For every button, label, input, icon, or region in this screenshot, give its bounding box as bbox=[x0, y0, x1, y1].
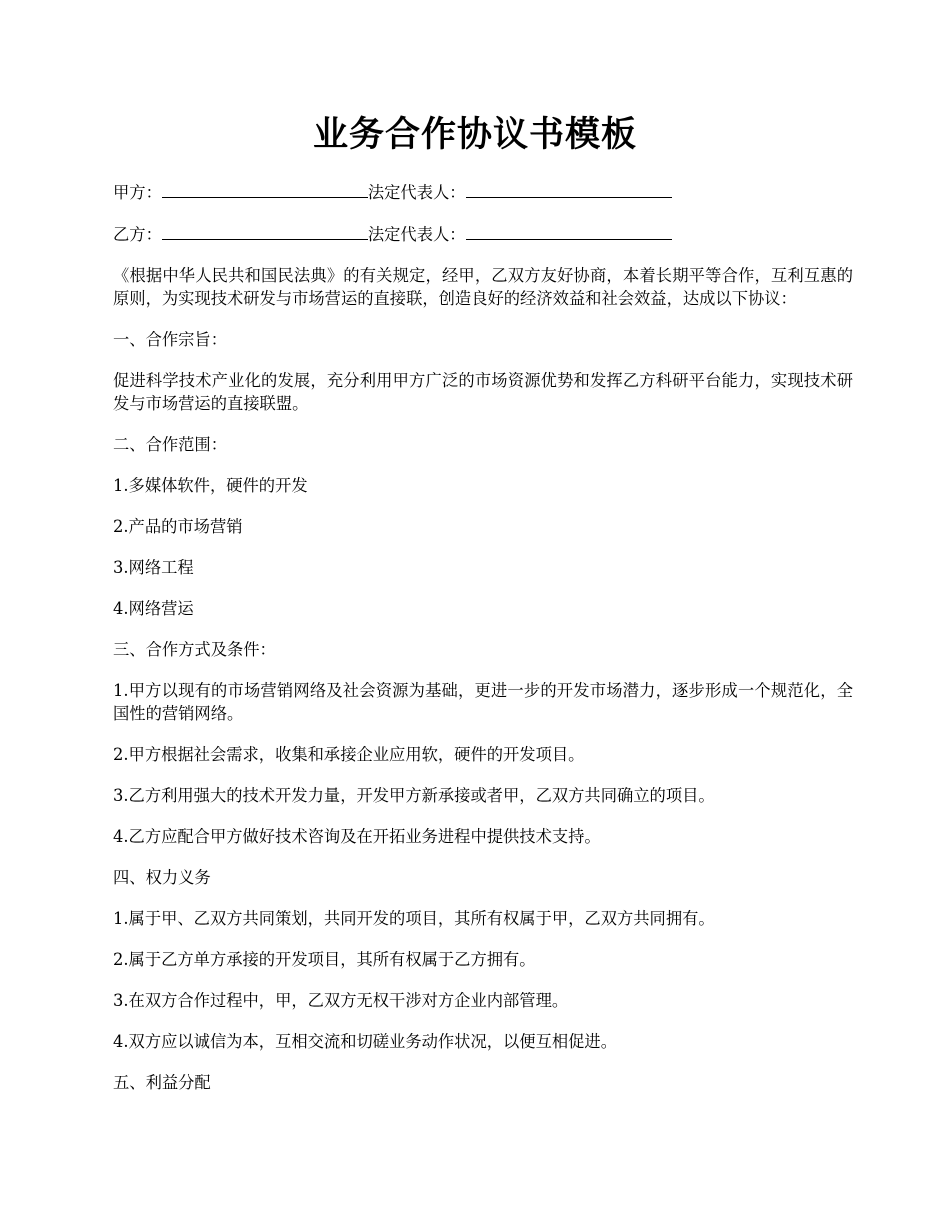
list-item: 4.网络营运 bbox=[113, 599, 194, 618]
list-item: 4.乙方应配合甲方做好技术咨询及在开拓业务进程中提供技术支持。 bbox=[113, 827, 601, 846]
list-item: 1.甲方以现有的市场营销网络及社会资源为基础，更进一步的开发市场潜力，逐步形成一个规范化，全国性的营销网络。 bbox=[113, 681, 853, 723]
party-a-rep-blank bbox=[466, 180, 672, 198]
party-b-label: 乙方： bbox=[113, 225, 162, 244]
party-a-line bbox=[113, 180, 853, 204]
list-item: 3.在双方合作过程中，甲，乙双方无权干涉对方企业内部管理。 bbox=[113, 991, 569, 1010]
document-body bbox=[113, 180, 853, 1112]
list-item: 3.网络工程 bbox=[113, 558, 194, 577]
section-heading: 一、合作宗旨： bbox=[113, 330, 227, 349]
party-b-rep-label: 法定代表人： bbox=[367, 225, 466, 244]
intro-paragraph: 《根据中华人民共和国民法典》的有关规定，经甲，乙双方友好协商，本着长期平等合作，互利互惠的原则，为实现技术研发与市场营运的直接联，创造良好的经济效益和社会效益，达成以下协议： bbox=[113, 266, 853, 308]
list-item: 1.属于甲、乙双方共同策划，共同开发的项目，其所有权属于甲，乙双方共同拥有。 bbox=[113, 909, 715, 928]
section-heading: 四、权力义务 bbox=[113, 868, 211, 887]
party-a-label: 甲方： bbox=[113, 183, 162, 202]
section-heading: 三、合作方式及条件： bbox=[113, 640, 276, 659]
list-item: 3.乙方利用强大的技术开发力量，开发甲方新承接或者甲，乙双方共同确立的项目。 bbox=[113, 786, 715, 805]
section-heading: 五、利益分配 bbox=[113, 1073, 211, 1092]
party-b-line bbox=[113, 222, 853, 246]
list-item: 4.双方应以诚信为本，互相交流和切磋业务动作状况，以便互相促进。 bbox=[113, 1032, 617, 1051]
document-title: 业务合作协议书模板 bbox=[312, 115, 637, 155]
list-item: 1.多媒体软件，硬件的开发 bbox=[113, 476, 308, 495]
party-b-rep-blank bbox=[466, 222, 672, 240]
section-paragraph: 促进科学技术产业化的发展，充分利用甲方广泛的市场资源优势和发挥乙方科研平台能力，实现技术研发与市场营运的直接联盟。 bbox=[113, 371, 853, 413]
party-a-rep-label: 法定代表人： bbox=[367, 183, 466, 202]
list-item: 2.属于乙方单方承接的开发项目，其所有权属于乙方拥有。 bbox=[113, 950, 536, 969]
party-a-blank bbox=[162, 180, 368, 198]
party-b-blank bbox=[162, 222, 368, 240]
list-item: 2.产品的市场营销 bbox=[113, 517, 243, 536]
list-item: 2.甲方根据社会需求，收集和承接企业应用软，硬件的开发项目。 bbox=[113, 745, 585, 764]
section-heading: 二、合作范围： bbox=[113, 435, 227, 454]
